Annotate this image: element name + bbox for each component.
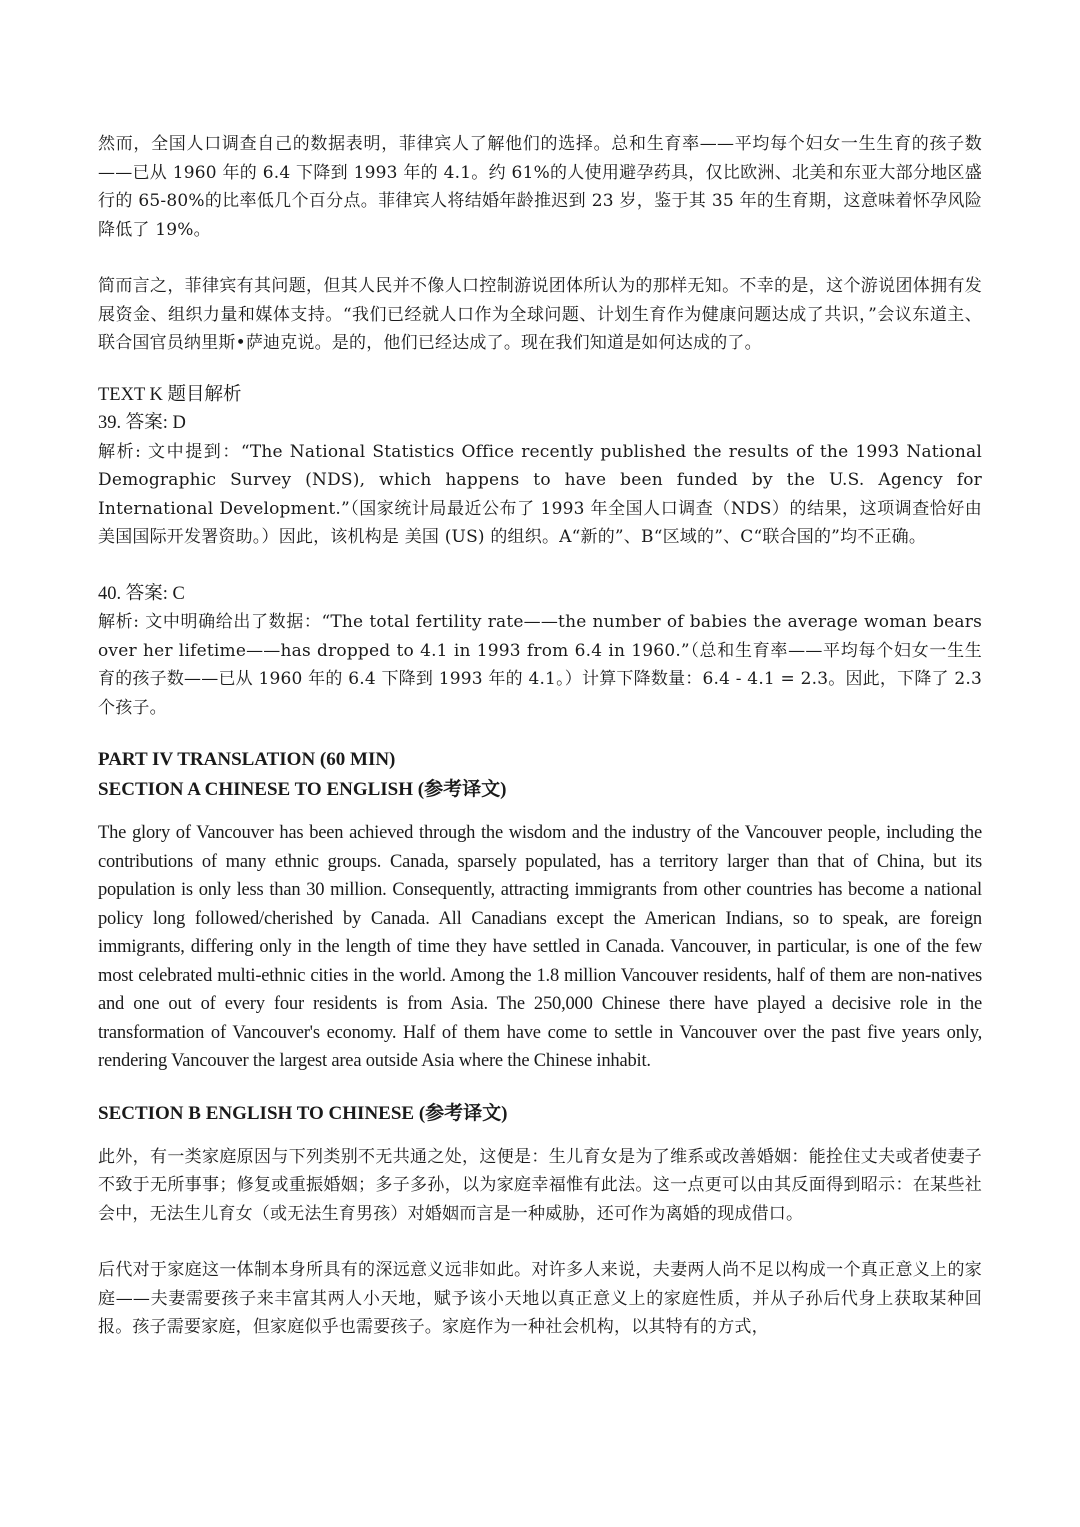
q39-answer: 39. 答案: D	[98, 413, 186, 433]
text-k-title: TEXT K 题目解析	[98, 384, 242, 405]
paragraph-conclusion: 简而言之，菲律宾有其问题，但其人民并不像人口控制游说团体所认为的那样无知。不幸的是，这个游说团体拥有发展资金、组织力量和媒体支持。“我们已经就人口作为全球问题、计划生育作为健康问题达成了共识，”会议东道主、联合国官员纳里斯•萨迪克说。是的，他们已经达成了。现在我们知道是如何达成的了。	[98, 276, 982, 353]
part-iv-heading: PART IV TRANSLATION (60 MIN)	[98, 749, 396, 770]
document-page	[98, 130, 982, 1342]
q39-analysis: 解析: 文中提到：“The National Statistics Office recently published the results of the 1993 National Demographic Survey (NDS), which happens to have been funded by the U.S. Agency for International Development.”（国家统计局最近公布了 1993 年全国人口调查（NDS）的结果，这项调查恰好由美国国际开发署资助。）因此，该机构是 美国 (US) 的组织。A“新的”、B“区域的”、C“联合国的”均不正确。	[98, 441, 982, 547]
paragraph-fertility-data: 然而，全国人口调查自己的数据表明，菲律宾人了解他们的选择。总和生育率——平均每个妇女一生生育的孩子数——已从 1960 年的 6.4 下降到 1993 年的 4.1。约 61%的人使用避孕药具，仅比欧洲、北美和东亚大部分地区盛行的 65-80%的比率低几个百分点。菲律宾人将结婚年龄推迟到 23 岁，鉴于其 35 年的生育期，这意味着怀孕风险降低了 19%。	[98, 134, 982, 240]
q40-answer: 40. 答案: C	[98, 583, 185, 604]
section-b-paragraph-1: 此外，有一类家庭原因与下列类别不无共通之处，这便是：生儿育女是为了维系或改善婚姻：能拴住丈夫或者使妻子不致于无所事事；修复或重振婚姻；多子多孙，以为家庭幸福惟有此法。这一点更可以由其反面得到昭示：在某些社会中，无法生儿育女（或无法生育男孩）对婚姻而言是一种威胁，还可作为离婚的现成借口。	[98, 1146, 982, 1224]
section-b-paragraph-2: 后代对于家庭这一体制本身所具有的深远意义远非如此。对许多人来说，夫妻两人尚不足以构成一个真正意义上的家庭——夫妻需要孩子来丰富其两人小天地，赋予该小天地以真正意义上的家庭性质，并从子孙后代身上获取某种回报。孩子需要家庭，但家庭似乎也需要孩子。家庭作为一种社会机构，以其特有的方式，	[98, 1260, 982, 1337]
q40-analysis: 解析: 文中明确给出了数据：“The total fertility rate——the number of babies the average woman bears over her lifetime——has dropped to 4.1 in 1993 from 6.4 in 1960.”（总和生育率——平均每个妇女一生生育的孩子数——已从 1960 年的 6.4 下降到 1993 年的 4.1。）计算下降数量：6.4 - 4.1 = 2.3。因此，下降了 2.3 个孩子。	[98, 612, 982, 718]
section-a-heading: SECTION A CHINESE TO ENGLISH (参考译文)	[98, 779, 507, 800]
section-b-heading: SECTION B ENGLISH TO CHINESE (参考译文)	[98, 1102, 508, 1124]
section-a-translation: The glory of Vancouver has been achieved through the wisdom and the industry of the Vancouver people, including the contributions of many ethnic groups. Canada, sparsely populated, has a territory larger than that of China, but its population is only less than 30 million. Consequently, attracting immigrants from other countries has become a national policy long followed/cherished by Canada. All Canadians except the American Indians, so to speak, are foreign immigrants, differing only in the length of time they have settled in Canada. Vancouver, in particular, is one of the few most celebrated multi-ethnic cities in the world. Among the 1.8 million Vancouver residents, half of them are non-natives and one out of every four residents is from Asia. The 250,000 Chinese there have played a decisive role in the transformation of Vancouver's economy. Half of them have come to settle in Vancouver over the past five years only, rendering Vancouver the largest area outside Asia where the Chinese inhabit.	[98, 823, 982, 1071]
